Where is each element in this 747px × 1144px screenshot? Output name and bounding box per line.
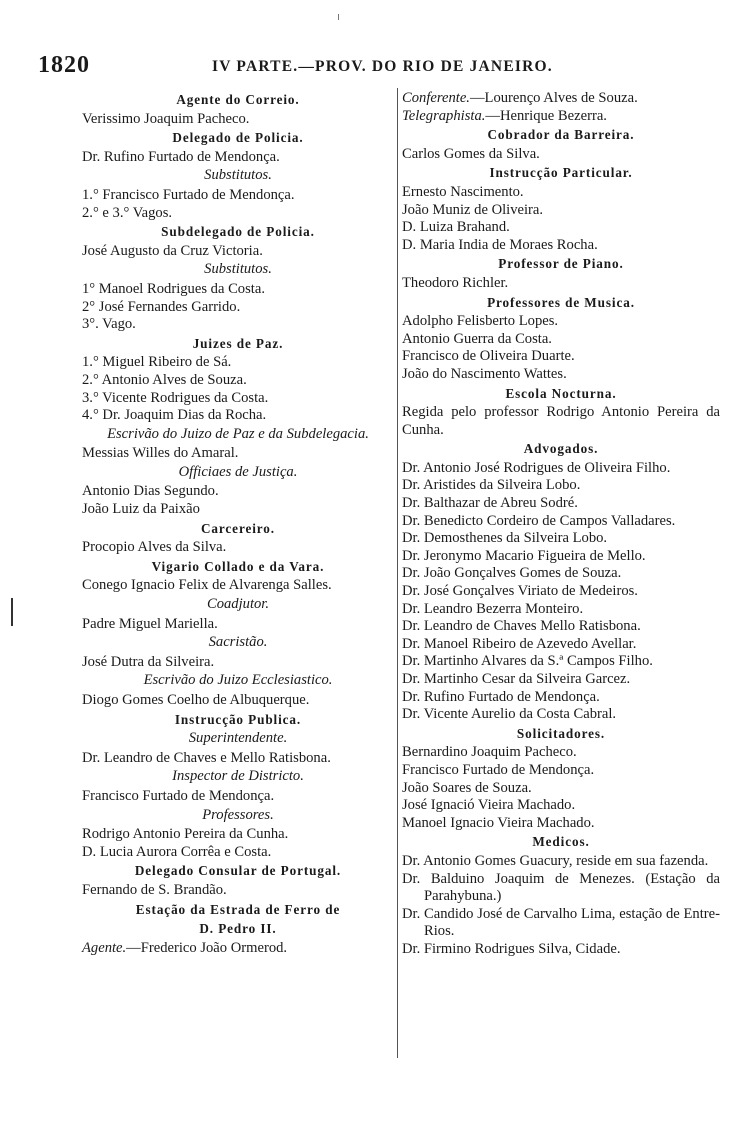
section-heading: D. Pedro II.	[199, 921, 277, 937]
list-item: Francisco de Oliveira Duarte.	[402, 348, 575, 365]
list-item: Conego Ignacio Felix de Alvarenga Salles.	[82, 577, 332, 594]
list-item: Dr. Antonio Gomes Guacury, reside em sua fazenda.	[402, 852, 709, 869]
section-heading: Subdelegado de Policia.	[161, 224, 315, 240]
list-item: Bernardino Joaquim Pacheco.	[402, 744, 577, 761]
list-item: Dr. Vicente Aurelio da Costa Cabral.	[402, 706, 617, 723]
section-heading: Professor de Piano.	[498, 256, 624, 272]
list-item: Manoel Ignacio Vieira Machado.	[402, 814, 595, 831]
list-item: 1.° Miguel Ribeiro de Sá.	[82, 354, 232, 371]
list-item: 1° Manoel Rodrigues da Costa.	[82, 280, 265, 297]
list-item: Diogo Gomes Coelho de Albuquerque.	[82, 692, 310, 708]
list-item: Francisco Furtado de Mendonça.	[402, 761, 595, 778]
section-heading: Professores de Musica.	[487, 294, 635, 310]
list-item: 2.° e 3.° Vagos.	[82, 204, 173, 221]
list-item: Dr. Leandro de Chaves e Mello Ratisbona.	[82, 749, 331, 766]
section-subheading: Sacristão.	[208, 634, 268, 651]
page-header	[0, 52, 747, 82]
list-item: Dr. Aristides da Silveira Lobo.	[402, 477, 581, 494]
person-name: —Lourenço Alves de Souza.	[469, 90, 638, 106]
list-item: Padre Miguel Mariella.	[82, 615, 218, 632]
page-number: 1820	[38, 52, 90, 78]
list-item: D. Luiza Brahand.	[402, 219, 510, 236]
list-item	[82, 940, 394, 958]
list-item: Theodoro Richler.	[402, 274, 509, 291]
list-item: João do Nascimento Wattes.	[402, 365, 567, 382]
list-item: Carlos Gomes da Silva.	[402, 145, 540, 162]
section-heading: Estação da Estrada de Ferro de	[135, 901, 341, 917]
list-item	[402, 90, 720, 108]
list-item: Procopio Alves da Silva.	[82, 539, 227, 556]
role-label: Conferente.	[402, 90, 470, 106]
section-subheading: Inspector de Districto.	[172, 768, 304, 785]
section-heading: Instrucção Particular.	[489, 165, 633, 181]
section-heading: Solicitadores.	[516, 725, 606, 741]
section-subheading: Officiaes de Justiça.	[178, 463, 298, 480]
list-item: 2.° Antonio Alves de Souza.	[82, 371, 247, 388]
list-item: Antonio Guerra da Costa.	[402, 330, 552, 347]
margin-mark	[11, 598, 13, 626]
list-item: Dr. Benedicto Cordeiro de Campos Valladares.	[402, 512, 676, 529]
section-heading: Advogados.	[523, 441, 599, 457]
list-item: Dr. Antonio José Rodrigues de Oliveira Filho.	[402, 459, 671, 476]
section-subheading: Escrivão do Juizo Ecclesiastico.	[143, 672, 333, 689]
list-item: 4.° Dr. Joaquim Dias da Rocha.	[82, 407, 267, 424]
section-subheading: Superintendente.	[188, 730, 288, 747]
list-item: Dr. Leandro de Chaves Mello Ratisbona.	[402, 618, 641, 635]
list-item: 3°. Vago.	[82, 316, 136, 333]
print-mark	[338, 14, 339, 20]
list-item: Dr. Rufino Furtado de Mendonça.	[82, 148, 280, 165]
list-item: Francisco Furtado de Mendonça.	[82, 787, 275, 804]
list-item: Dr. Martinho Cesar da Silveira Garcez.	[402, 671, 631, 687]
list-item: José Ignació Vieira Machado.	[402, 797, 576, 814]
right-column	[402, 90, 720, 959]
list-item: Rodrigo Antonio Pereira da Cunha.	[82, 826, 289, 843]
section-subheading: Professores.	[202, 806, 274, 823]
list-item: 3.° Vicente Rodrigues da Costa.	[82, 389, 269, 406]
section-subheading: Coadjutor.	[206, 596, 270, 613]
list-item: 2° José Fernandes Garrido.	[82, 298, 241, 315]
list-item: Dr. Jeronymo Macario Figueira de Mello.	[402, 547, 646, 564]
list-item: 1.° Francisco Furtado de Mendonça.	[82, 186, 295, 203]
list-item: João Soares de Souza.	[402, 779, 532, 796]
list-item: Dr. João Gonçalves Gomes de Souza.	[402, 565, 622, 582]
list-item: Dr. Martinho Alvares da S.ª Campos Filho.	[402, 653, 653, 670]
list-item: José Augusto da Cruz Victoria.	[82, 242, 263, 259]
section-heading: Medicos.	[532, 834, 590, 850]
list-item: Dr. José Gonçalves Viriato de Medeiros.	[402, 583, 638, 600]
list-item: Dr. Balthazar de Abreu Sodré.	[402, 495, 578, 512]
list-item: Dr. Candido José de Carvalho Lima, estação de Entre-Rios.	[402, 905, 720, 940]
list-item: Dr. Manoel Ribeiro de Azevedo Avellar.	[402, 635, 637, 652]
section-heading: Carcereiro.	[201, 520, 275, 536]
list-item: Dr. Balduino Joaquim de Menezes. (Estação da Parahybuna.)	[402, 870, 720, 905]
list-item: Messias Willes do Amaral.	[82, 445, 239, 462]
section-heading: Delegado Consular de Portugal.	[134, 863, 342, 879]
section-heading: Instrucção Publica.	[174, 711, 302, 727]
running-head: IV PARTE.—PROV. DO RIO DE JANEIRO.	[212, 58, 553, 75]
list-item	[402, 108, 720, 126]
section-heading: Juizes de Paz.	[192, 335, 284, 351]
column-divider	[397, 88, 398, 1058]
section-heading: Escola Nocturna.	[505, 385, 617, 401]
list-item: Dr. Firmino Rodrigues Silva, Cidade.	[402, 940, 621, 957]
list-item: João Muniz de Oliveira.	[402, 201, 544, 218]
section-heading: Delegado de Policia.	[172, 130, 304, 146]
list-item: Adolpho Felisberto Lopes.	[402, 313, 559, 330]
list-item: Dr. Demosthenes da Silveira Lobo.	[402, 530, 608, 547]
list-item: D. Lucia Aurora Corrêa e Costa.	[82, 843, 272, 860]
paragraph: Regida pelo professor Rodrigo Antonio Pereira da Cunha.	[402, 404, 720, 438]
role-label: Agente.	[82, 939, 127, 956]
role-label: Telegraphista.	[402, 107, 486, 124]
list-item: Verissimo Joaquim Pacheco.	[82, 110, 250, 127]
list-item: José Dutra da Silveira.	[82, 653, 215, 670]
list-item: Dr. Rufino Furtado de Mendonça.	[402, 688, 600, 705]
section-subheading: Escrivão do Juizo de Paz e da Subdelegacia.	[107, 425, 369, 442]
list-item: Ernesto Nascimento.	[402, 183, 524, 200]
list-item: Antonio Dias Segundo.	[82, 483, 219, 500]
list-item: João Luiz da Paixão	[82, 501, 200, 518]
section-heading: Cobrador da Barreira.	[487, 127, 635, 143]
list-item: Dr. Leandro Bezerra Monteiro.	[402, 600, 584, 617]
section-heading: Vigario Collado e da Vara.	[151, 558, 325, 574]
section-subheading: Substitutos.	[204, 167, 272, 184]
list-item: Fernando de S. Brandão.	[82, 881, 227, 898]
section-subheading: Substitutos.	[204, 261, 272, 278]
person-name: —Frederico João Ormerod.	[126, 939, 288, 956]
left-column	[82, 90, 394, 957]
section-heading: Agente do Correio.	[176, 92, 300, 107]
list-item: D. Maria India de Moraes Rocha.	[402, 236, 598, 253]
person-name: —Henrique Bezerra.	[485, 107, 607, 124]
